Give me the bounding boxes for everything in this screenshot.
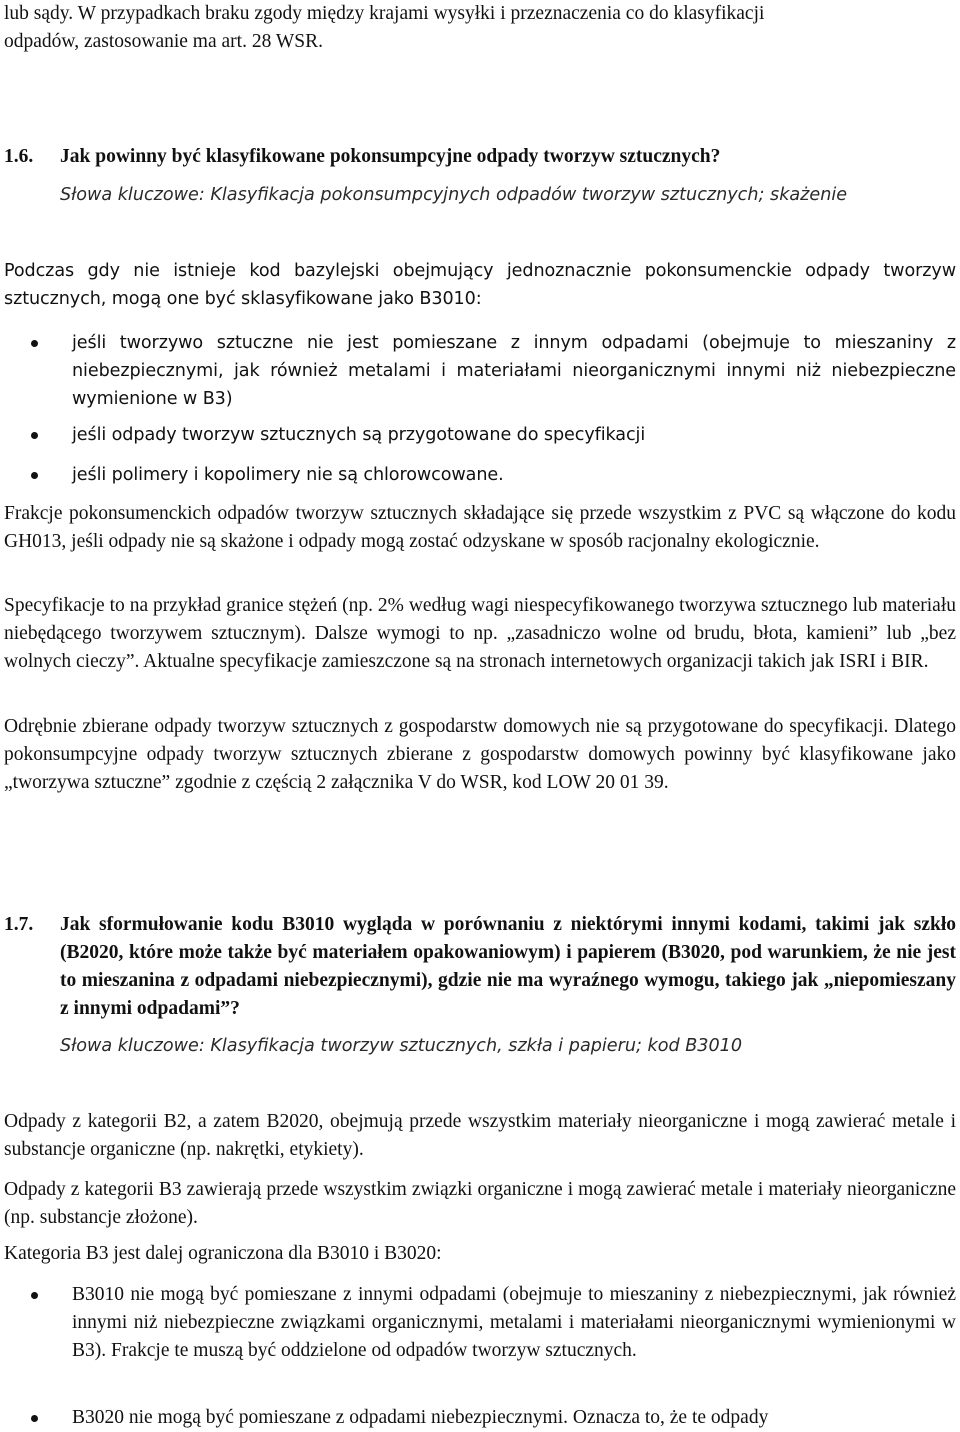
section-1-7-bullet-list-2	[4, 1404, 956, 1432]
section-number: 1.6.	[4, 146, 34, 167]
section-number: 1.7.	[4, 914, 34, 935]
list-item-text: jeśli polimery i kopolimery nie są chlorowcowane.	[72, 465, 504, 485]
section-1-6-keywords: Słowa kluczowe: Klasyfikacja pokonsumpcyjnych odpadów tworzyw sztucznych; skażenie	[60, 185, 848, 205]
list-item	[4, 1281, 956, 1365]
section-title: Jak sformułowanie kodu B3010 wygląda w porównaniu z niektórymi innymi kodami, takimi jak szkło (B2020, które może także być materiałem opakowaniowym) i papierem (B3020, pod warunkiem, że nie jest to mieszanina z odpadami niebezpiecznymi), gdzie nie ma wyraźnego wymogu, takiego jak „niepomieszany z innymi odpadami”?	[60, 914, 956, 1019]
list-item	[4, 329, 956, 413]
section-1-6-heading	[4, 143, 956, 171]
section-1-7-paragraph-1: Odpady z kategorii B2, a zatem B2020, obejmują przede wszystkim materiały nieorganiczne i mogą zawierać metale i substancje organiczne (np. nakrętki, etykiety).	[4, 1111, 956, 1160]
list-item	[4, 1404, 956, 1432]
section-1-7-bullet-list	[4, 1281, 956, 1365]
section-1-6-paragraph-1: Podczas gdy nie istnieje kod bazylejski obejmujący jednoznacznie pokonsumenckie odpady tworzyw sztucznych, mogą one być sklasyfikowane jako B3010:	[4, 261, 956, 309]
bullet-icon	[31, 472, 38, 479]
list-item-text: jeśli tworzywo sztuczne nie jest pomieszane z innym odpadami (obejmuje to mieszaniny z niebezpiecznymi, jak również metalami i materiałami nieorganicznymi innymi niż niebezpieczne wymienione w B3)	[72, 333, 956, 409]
list-item-text: B3010 nie mogą być pomieszane z innymi odpadami (obejmuje to mieszaniny z niebezpiecznymi, jak również innymi niż niebezpieczne związkami organicznymi, metalami i materiałami nieorganicznymi wymienionymi w B3). Frakcje te muszą być oddzielone od odpadów tworzyw sztucznych.	[72, 1284, 956, 1361]
section-1-7-heading	[4, 911, 956, 1023]
list-item	[4, 461, 956, 489]
intro-line-2: odpadów, zastosowanie ma art. 28 WSR.	[4, 31, 323, 52]
section-1-6-bullet-list	[4, 329, 956, 413]
bullet-icon	[31, 432, 38, 439]
section-1-6-paragraph-3: Specyfikacje to na przykład granice stężeń (np. 2% według wagi niespecyfikowanego tworzywa sztucznego lub materiału niebędącego tworzywem sztucznym). Dalsze wymogi to np. „zasadniczo wolne od brudu, błota, kamieni” lub „bez wolnych cieczy”. Aktualne specyfikacje zamieszczone są na stronach internetowych organizacji takich jak ISRI i BIR.	[4, 595, 956, 672]
list-item-text: B3020 nie mogą być pomieszane z odpadami niebezpiecznymi. Oznacza to, że te odpady	[72, 1407, 769, 1428]
intro-line-1: lub sądy. W przypadkach braku zgody między krajami wysyłki i przeznaczenia co do klasyfikacji	[4, 3, 765, 24]
section-1-7-keywords: Słowa kluczowe: Klasyfikacja tworzyw sztucznych, szkła i papieru; kod B3010	[60, 1036, 743, 1056]
section-1-6-bullet-list-2	[4, 421, 956, 449]
section-1-6-paragraph-2: Frakcje pokonsumenckich odpadów tworzyw sztucznych składające się przede wszystkim z PVC są włączone do kodu GH013, jeśli odpady nie są skażone i odpady mogą zostać odzyskane w sposób racjonalny ekologicznie.	[4, 503, 956, 552]
list-item	[4, 421, 956, 449]
bullet-icon	[31, 1415, 38, 1422]
bullet-icon	[31, 340, 38, 347]
section-1-6-paragraph-4: Odrębnie zbierane odpady tworzyw sztucznych z gospodarstw domowych nie są przygotowane do specyfikacji. Dlatego pokonsumpcyjne odpady tworzyw sztucznych zbierane z gospodarstw domowych powinny być klasyfikowane jako „tworzywa sztuczne” zgodnie z częścią 2 załącznika V do WSR, kod LOW 20 01 39.	[4, 716, 956, 793]
list-item-text: jeśli odpady tworzyw sztucznych są przygotowane do specyfikacji	[72, 425, 646, 445]
section-title: Jak powinny być klasyfikowane pokonsumpcyjne odpady tworzyw sztucznych?	[60, 146, 721, 167]
bullet-icon	[31, 1292, 38, 1299]
section-1-7-paragraph-3: Kategoria B3 jest dalej ograniczona dla B3010 i B3020:	[4, 1243, 442, 1264]
section-1-7-paragraph-2: Odpady z kategorii B3 zawierają przede wszystkim związki organiczne i mogą zawierać metale i materiały nieorganiczne (np. substancje złożone).	[4, 1179, 956, 1228]
section-1-6-bullet-list-3	[4, 461, 956, 489]
